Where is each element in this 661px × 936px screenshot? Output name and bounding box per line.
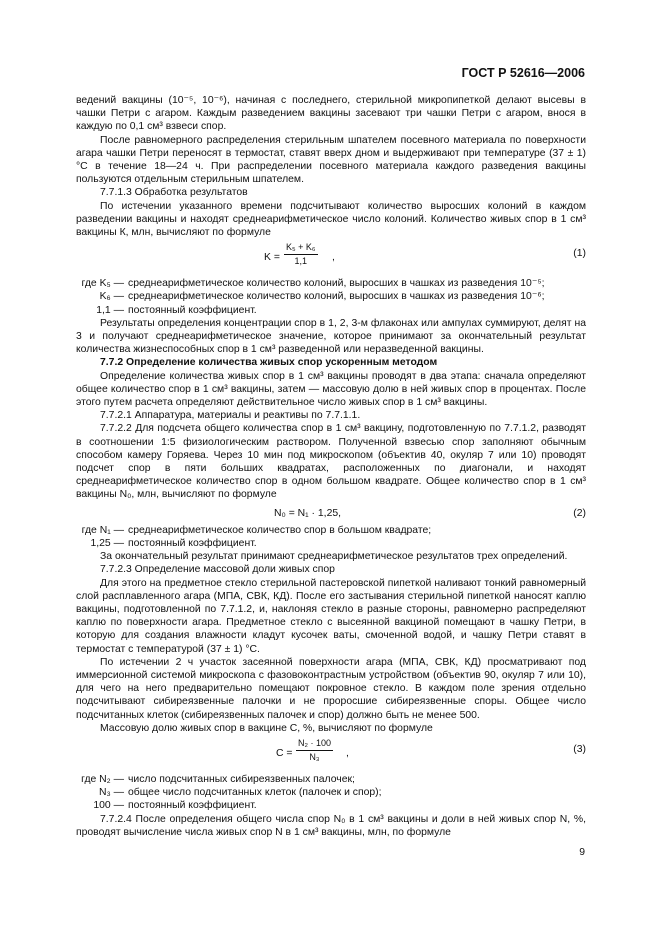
fraction <box>284 241 318 268</box>
equation-number: (3) <box>573 743 586 755</box>
paragraph: ведений вакцины (10⁻⁵, 10⁻⁶), начиная с последнего, стерильной микропипеткой делают высевы в чашки Петри с агаром. Каждым разведением вакцины засевают три чашки Петри с агаром, внося в каждую по 0,1 см³ взвеси спор. <box>76 95 586 133</box>
legend-row <box>76 773 586 786</box>
paragraph: По истечении указанного времени подсчитывают количество выросших колоний в каждом разведении вакцины и находят среднеарифметическое число колоний. Количество живых спор в 1 см³ вакцины К, млн, вычисляют по формуле <box>76 200 586 239</box>
legend-row <box>76 304 586 317</box>
legend-row <box>76 524 586 537</box>
formula-expression: N₀ = N₁ · 1,25, <box>274 507 342 519</box>
formula-1 <box>76 241 586 275</box>
legend-symbol: 1,25 — <box>90 537 124 549</box>
paragraph: 7.7.2.4 После определения общего числа спор N₀ в 1 см³ вакцины и доли в ней живых спор N, %, проводят вычисление числа живых спор N в 1 см³ вакцины, млн, по формуле <box>76 813 586 838</box>
legend-text: число подсчитанных сибиреязвенных палочек; <box>128 773 355 785</box>
numerator: K₅ + K₆ <box>284 241 318 255</box>
fraction <box>296 737 333 764</box>
legend-text: постоянный коэффициент. <box>128 537 257 549</box>
legend-text: среднеарифметическое количество колоний, выросших в чашках из разведения 10⁻⁵; <box>128 278 545 290</box>
formula-tail: , <box>346 747 349 759</box>
legend-row <box>76 290 586 303</box>
section-heading: 7.7.1.3 Обработка результатов <box>100 187 248 199</box>
legend-row <box>76 537 586 550</box>
formula-legend <box>76 773 586 813</box>
page-number: 9 <box>579 847 585 858</box>
legend-symbol: K₆ — <box>99 291 124 303</box>
legend-symbol: где N₂ — <box>81 773 124 785</box>
denominator: N₃ <box>309 752 320 763</box>
paragraph: По истечении 2 ч участок засеянной поверхности агара (МПА, СВК, КД) просматривают под иммерсионной системой микроскопа с фазовоконтрастным устройством (объектив 90, окуляр 7 или 10), для чего на него предварительно помещают покровное стекло. В каждом поле зрения отдельно подсчитывают сибиреязвенные палочки и не проросшие сибиреязвенные споры. Общее число подсчитанных клеток (сибиреязвенных палочек и спор) должно быть не менее 500. <box>76 656 586 721</box>
legend-row <box>76 799 586 812</box>
legend-symbol: где K₅ — <box>81 278 124 290</box>
paragraph: 7.7.2.2 Для подсчета общего количества спор в 1 см³ вакцину, подготовленную по 7.7.1.2, разводят в соотношении 1:5 физиологическим раствором. Полученной взвесью спор заполняют обычным способом камеру Горяева. Через 10 мин под микроскопом (объектив 40, окуляр 7 или 10) проводят подсчет спор в пяти больших квадратах, расположенных по диагонали, и находят среднеарифметическое количество спор в одном большом квадрате. Общее количество спор в 1 см³ вакцины N₀, млн, вычисляют по формуле <box>76 423 586 501</box>
document-body <box>76 94 586 839</box>
paragraph: Определение количества живых спор в 1 см³ вакцины проводят в два этапа: сначала определяют общее количество спор в 1 см³ вакцины, затем — массовую долю в ней живых спор в процентах. После этого путем расчета определяют действительное число живых спор в 1 см³ вакцины. <box>76 370 586 409</box>
legend-symbol: 100 — <box>93 800 124 812</box>
legend-text: постоянный коэффициент. <box>128 304 257 316</box>
paragraph: За окончательный результат принимают среднеарифметическое результатов трех определений. <box>100 551 568 563</box>
formula-legend <box>76 524 586 550</box>
formula-tail: , <box>332 252 335 264</box>
legend-symbol: 1,1 — <box>96 304 124 316</box>
legend-text: среднеарифметическое количество колоний, выросших в чашках из разведения 10⁻⁶; <box>128 291 545 303</box>
legend-symbol: N₃ — <box>98 787 124 799</box>
section-heading: 7.7.2 Определение количества живых спор ускоренным методом <box>100 357 438 369</box>
formula-legend <box>76 277 586 317</box>
paragraph: Для этого на предметное стекло стерильной пастеровской пипеткой наливают тонкий равномерный слой расплавленного агара (МПА, СВК, КД). После его застывания стерильной пипеткой наносят каплю вакцины, подготовленной по 7.7.1.2, и, наклоняя стекло в разные стороны, равномерно распределяют каплю по поверхности агара. Предметное стекло с высеянной вакциной помещают в чашку Петри, в которую для создания влажности кладут кусочек ваты, смоченной водой, и чашку Петри ставят в термостат с температурой (37 ± 1) °С. <box>76 577 586 655</box>
numerator: N₂ · 100 <box>296 737 333 751</box>
legend-row <box>76 786 586 799</box>
standard-header: ГОСТ Р 52616—2006 <box>461 66 585 80</box>
legend-text: постоянный коэффициент. <box>128 800 257 812</box>
legend-text: среднеарифметическое количество спор в большом квадрате; <box>128 524 432 536</box>
legend-row <box>76 277 586 290</box>
equation-number: (2) <box>573 507 586 519</box>
paragraph: Результаты определения концентрации спор в 1, 2, 3-м флаконах или ампулах суммируют, делят на 3 и получают среднеарифметическое значение, которое принимают за окончательный результат количества жизнеспособных спор в 1 см³ разведенной или неразведенной вакцины. <box>76 317 586 356</box>
formula-lhs: K = <box>264 252 280 264</box>
legend-text: общее число подсчитанных клеток (палочек и спор); <box>128 787 382 799</box>
equation-number: (1) <box>573 248 586 260</box>
paragraph: 7.7.2.1 Аппаратура, материалы и реактивы по 7.7.1.1. <box>100 410 361 422</box>
formula-2 <box>76 504 586 522</box>
formula-3 <box>76 737 586 771</box>
section-heading: 7.7.2.3 Определение массовой доли живых спор <box>100 564 335 576</box>
formula-lhs: C = <box>276 747 293 759</box>
denominator: 1,1 <box>294 256 308 267</box>
legend-symbol: где N₁ — <box>81 524 124 536</box>
paragraph: После равномерного распределения стерильным шпателем посевного материала по поверхности агара чашки Петри переносят в термостат, ставят вверх дном и выдерживают при температуре (37 ± 1) °С в течение 18—24 ч. При распределении посевного материала каждого разведения вакцины пользуются отдельным стерильным шпателем. <box>76 134 586 186</box>
paragraph: Массовую долю живых спор в вакцине С, %, вычисляют по формуле <box>100 722 433 734</box>
